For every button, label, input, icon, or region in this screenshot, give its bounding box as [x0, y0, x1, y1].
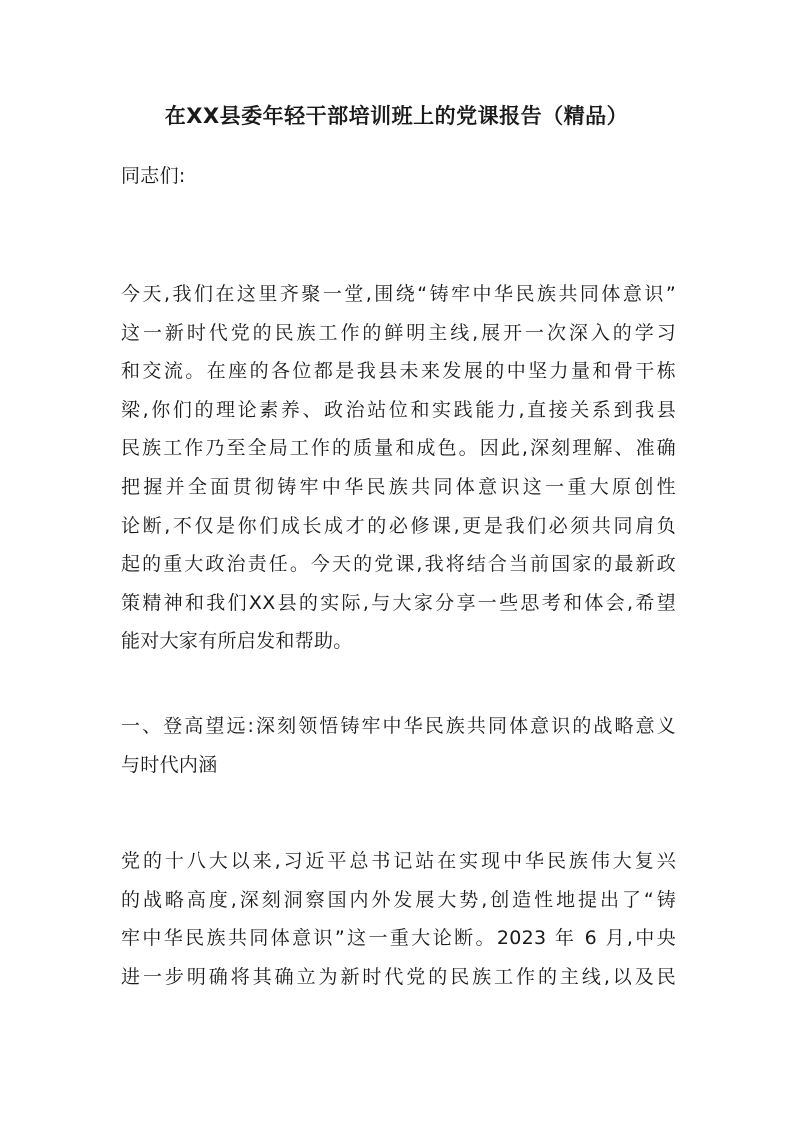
- paragraph-line: 这一新时代党的民族工作的鲜明主线,展开一次深入的学习: [121, 321, 676, 344]
- paragraph-line: 党的十八大以来,习近平总书记站在实现中华民族伟大复兴: [121, 850, 676, 872]
- heading-line: 与时代内涵: [121, 753, 218, 776]
- paragraph-line: 起的重大政治责任。今天的党课,我将结合当前国家的最新政: [121, 553, 676, 576]
- paragraph-line: 今天,我们在这里齐聚一堂,围绕“铸牢中华民族共同体意识”: [121, 283, 676, 305]
- paragraph-line: 把握并全面贯彻铸牢中华民族共同体意识这一重大原创性: [121, 475, 676, 498]
- paragraph-intro: [121, 275, 676, 661]
- heading-line: 一、登高望远:深刻领悟铸牢中华民族共同体意识的战略意义: [121, 715, 676, 737]
- document-title: 在XX县委年轻干部培训班上的党课报告（精品）: [164, 104, 629, 128]
- greeting: [121, 157, 676, 196]
- paragraph-line: 进一步明确将其确立为新时代党的民族工作的主线,以及民: [121, 965, 676, 988]
- paragraph-line: 论断,不仅是你们成长成才的必修课,更是我们必须共同肩负: [121, 514, 676, 537]
- paragraph-line: 民族工作乃至全局工作的质量和成色。因此,深刻理解、准确: [121, 437, 676, 460]
- greeting-line: 同志们:: [121, 165, 186, 187]
- paragraph-line: 和交流。在座的各位都是我县未来发展的中坚力量和骨干栋: [121, 360, 676, 383]
- paragraph-line: 牢中华民族共同体意识”这一重大论断。2023 年 6 月,中央: [121, 927, 676, 950]
- paragraph-line: 梁,你们的理论素养、政治站位和实践能力,直接关系到我县: [121, 398, 676, 421]
- paragraph-section-1: [121, 842, 676, 996]
- paragraph-line: 策精神和我们XX县的实际,与大家分享一些思考和体会,希望: [121, 591, 676, 614]
- paragraph-line: 的战略高度,深刻洞察国内外发展大势,创造性地提出了“铸: [121, 888, 676, 911]
- section-heading-1: [121, 707, 676, 784]
- paragraph-line: 能对大家有所启发和帮助。: [121, 630, 353, 653]
